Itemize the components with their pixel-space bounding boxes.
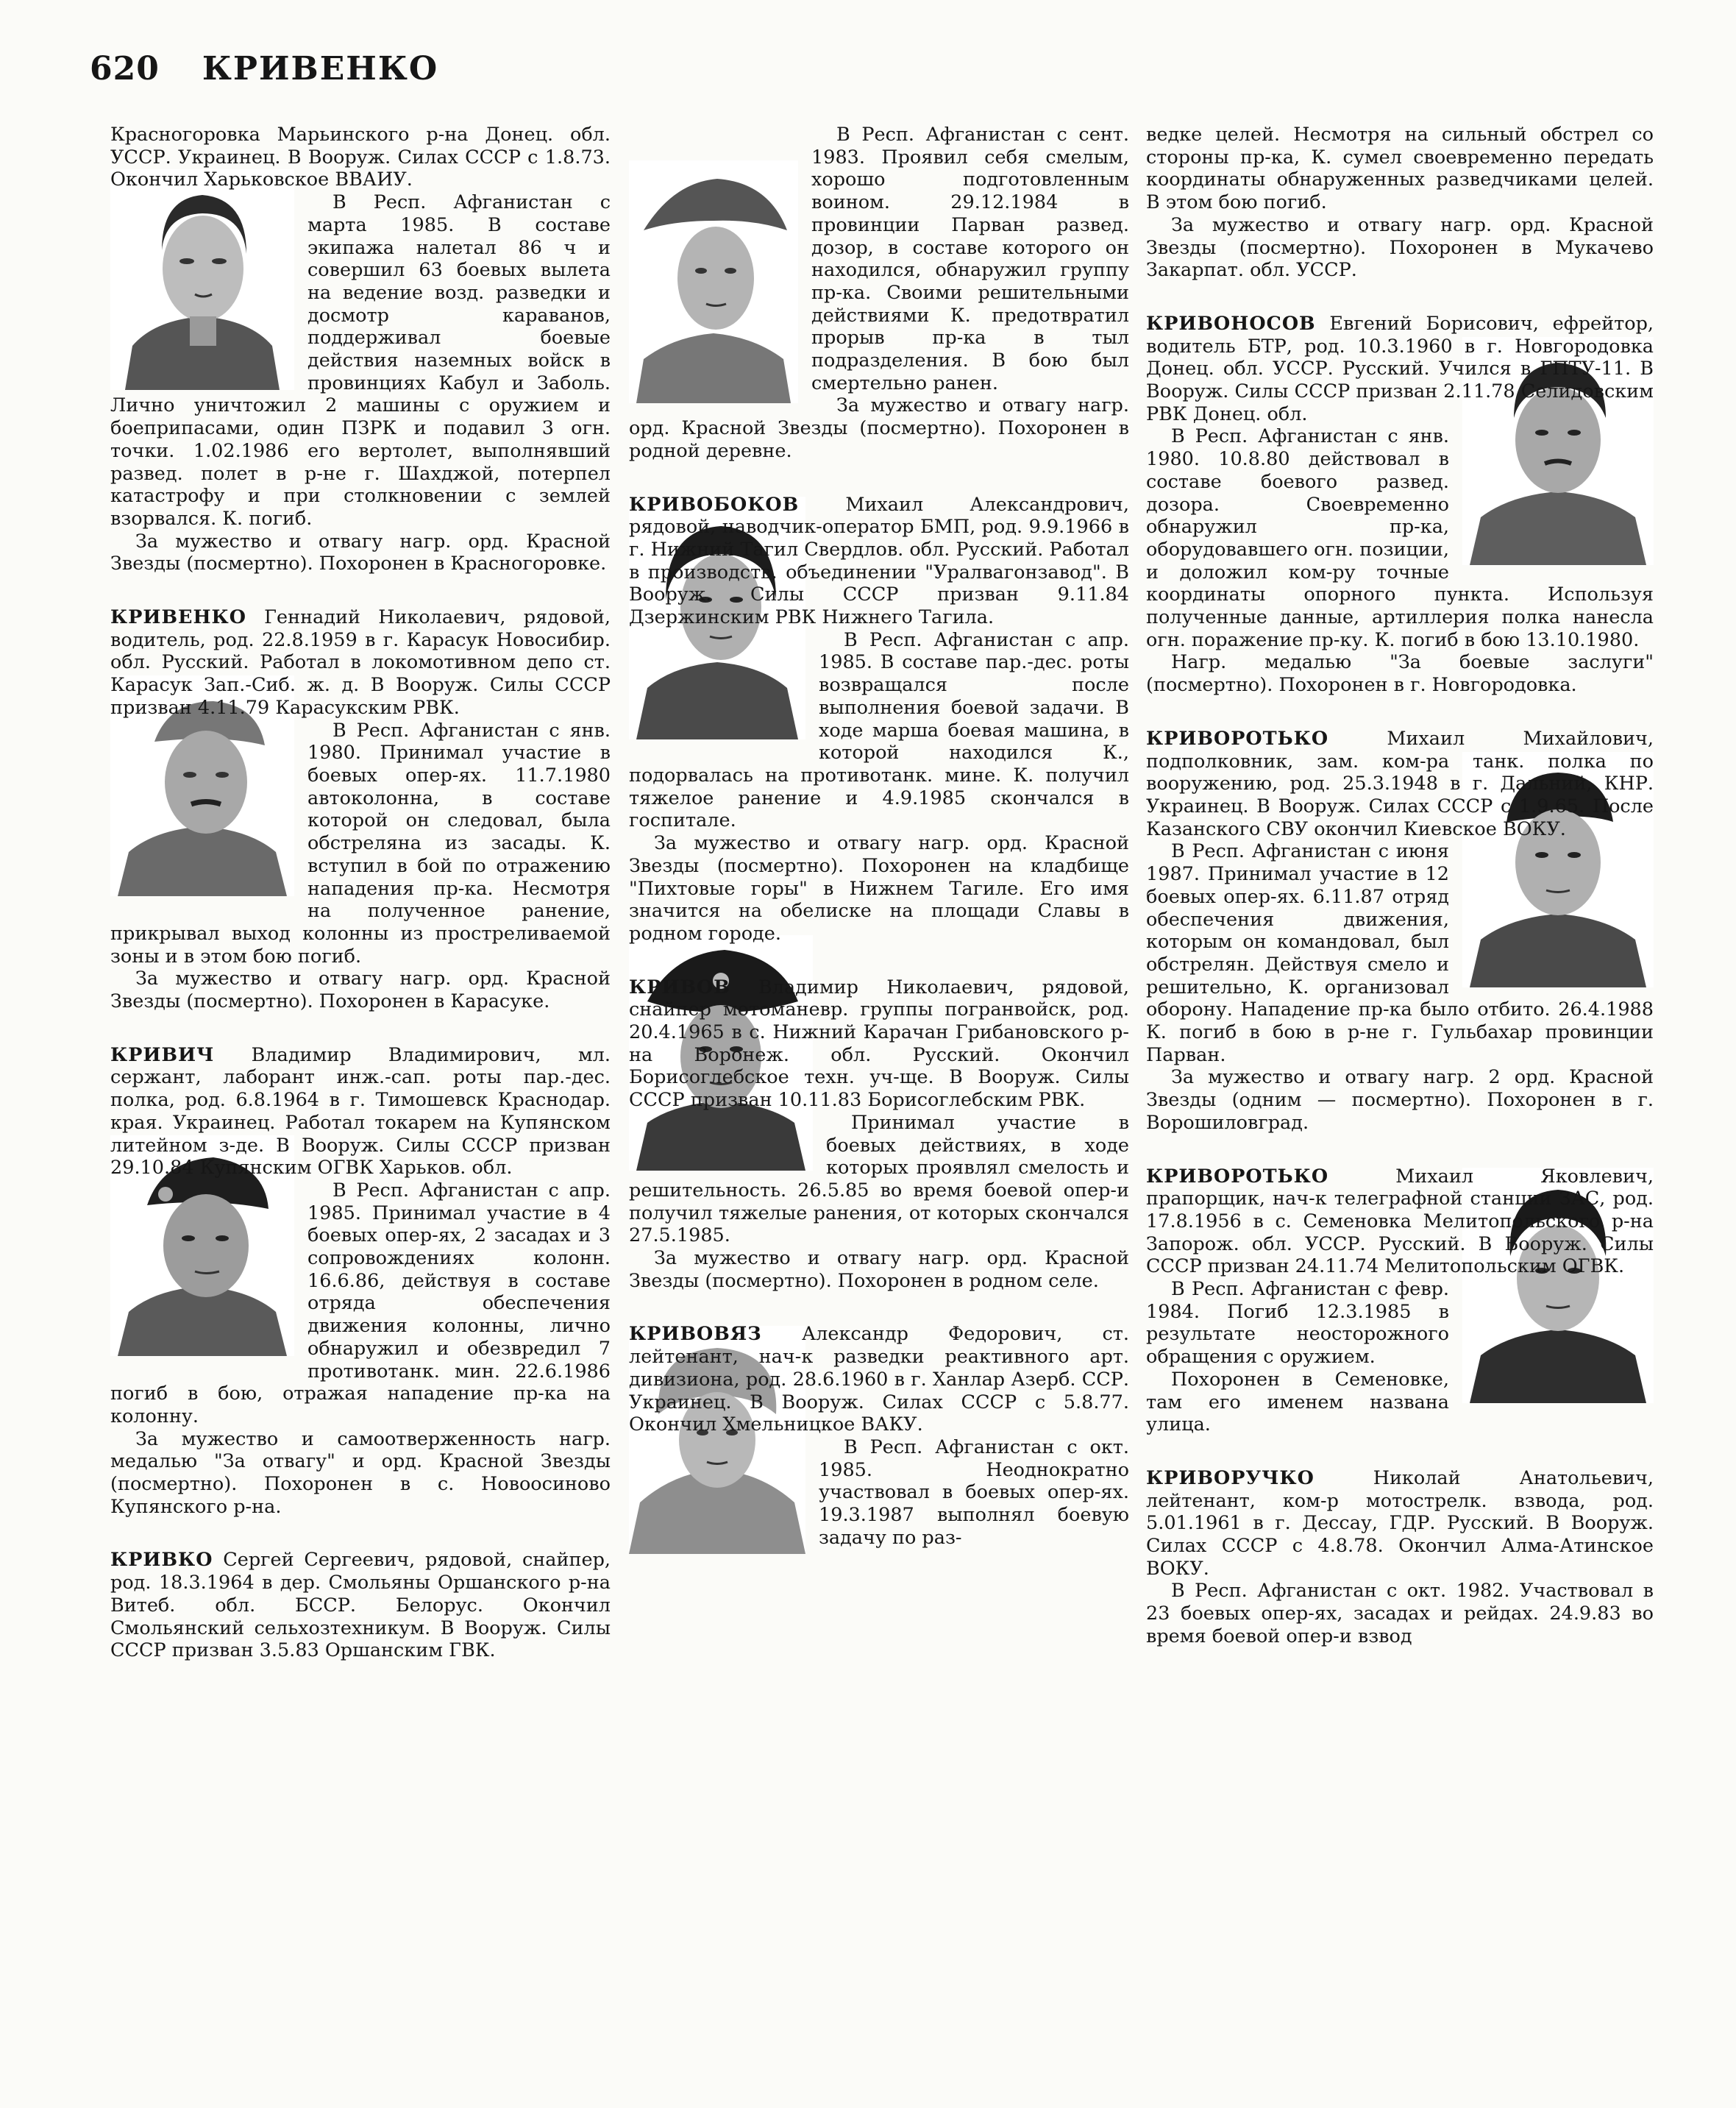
portrait-photo: [110, 169, 294, 390]
entry-krivonosov: [1146, 313, 1654, 697]
entry-paragraph: За мужество и отвагу нагр. 2 орд. Красной Звезды (одним — посмертно). Похоронен в г. Ворошиловград.: [1146, 1066, 1654, 1134]
entry-paragraph: За мужество и отвагу нагр. орд. Красной Звезды (посмертно). Похоронен в Мукачево Закарпат. обл. УССР.: [1146, 213, 1654, 282]
entry-paragraph: За мужество и самоотверженность нагр. медалью "За отвагу" и орд. Красной Звезды (посмертно). Похоронен в с. Новоосиново Купянского р-на.: [110, 1427, 611, 1518]
entry-continuation-1: [110, 124, 611, 575]
entry-paragraph: За мужество и отвагу нагр. орд. Красной Звезды (посмертно). Похоронен на кладбище "Пихтовые горы" в Нижнем Тагиле. Его имя значится на обелиске на площади Славы в родном городе.: [629, 832, 1129, 945]
entry-text: КРИВОНОСОВ Евгений Борисович, ефрейтор, водитель БТР, род. 10.3.1960 в г. Новгородовка Донец. обл. УССР. Русский. Учился в ГПТУ-11. В Вооруж. Силы СССР призван 2.11.78 Селидовским РВК Донец. обл.: [1146, 312, 1654, 425]
entry-continuation-3: [1146, 124, 1654, 282]
entry-surname: КРИВОРУЧКО: [1146, 1466, 1315, 1489]
entry-text: КРИВИЧ Владимир Владимирович, мл. сержант, лаборант инж.-сап. роты пар.-дес. полка, род. 6.8.1964 в г. Тимошевск Краснодар. края. Украинец. Работал токарем на Купянском литейном з-де. В Вооруж. Силы СССР призван 29.10.84 Купянским ОГВК Харьков. обл.: [110, 1043, 611, 1179]
entry-paragraph: За мужество и отвагу нагр. орд. Красной Звезды (посмертно). Похоронен в родном селе.: [629, 1247, 1129, 1292]
entry-paragraph: Принимал участие в боевых действиях, в ходе которых проявлял смелость и решительность. 26.5.85 во время боевой опер-и получил тяжелые ранения, от которых скончался 27.5.1985.: [629, 1111, 1129, 1247]
entry-krivko: [110, 1549, 611, 1662]
page-number: 620: [90, 50, 160, 88]
entry-surname: КРИВКО: [110, 1549, 213, 1572]
column-2: [629, 124, 1129, 2081]
entry-continuation-2: [629, 124, 1129, 463]
entry-surname: КРИВИЧ: [110, 1043, 215, 1066]
entry-paragraph: В Респ. Афганистан с сент. 1983. Проявил себя смелым, хорошо подготовленным воином. 29.12.1984 в провинции Парван развед. дозор, в составе которого он находился, обнаружил группу пр-ка. Своими решительными действиями К. предотвратил прорыв пр-ка в тыл подразделения. В бою был смертельно ранен.: [811, 124, 1129, 394]
entry-text: КРИВЕНКО Геннадий Николаевич, рядовой, водитель, род. 22.8.1959 в г. Карасук Новосибир. обл. Русский. Работал в локомотивном депо ст. Карасук Зап.-Сиб. ж. д. В Вооруж. Силы СССР призван 4.11.79 Карасукским РВК.: [110, 606, 611, 719]
portrait-photo: [629, 160, 798, 403]
entry-paragraph: В Респ. Афганистан с марта 1985. В составе экипажа налетал 86 ч и совершил 63 боевых вылета на ведение возд. разведки и досмотр караванов, поддерживал боевые действия наземных войск в провинциях Кабул и Заболь. Лично уничтожил 2 машины с оружием и боеприпасами, один ПЗРК и подавил 3 огн. точки. 1.02.1986 его вертолет, выполнявший развед. полет в р-не г. Шахджой, потерпел катастрофу и при столкновении с землей взорвался. К. погиб.: [110, 191, 611, 530]
entry-paragraph: В Респ. Афганистан с окт. 1985. Неоднократно участвовал в боевых опер-ях. 19.3.1987 выполнял боевую задачу по раз-: [819, 1436, 1129, 1549]
entry-krivorotko-2: [1146, 1165, 1654, 1436]
entry-krivov: [629, 976, 1129, 1293]
entry-text: КРИВОБОКОВ Михаил Александрович, рядовой, наводчик-оператор БМП, род. 9.9.1966 в г. Нижний Тагил Свердлов. обл. Русский. Работал в производств. объединении "Уралвагонзавод". В Вооруж. Силы СССР призван 9.11.84 Дзержинским РВК Нижнего Тагила.: [629, 493, 1129, 629]
entry-paragraph: За мужество и отвагу нагр. орд. Красной Звезды (посмертно). Похоронен в родной деревне.: [629, 394, 1129, 462]
entry-paragraph: В Респ. Афганистан с апр. 1985. Принимал участие в 4 боевых опер-ях, 2 засадах и 3 сопровождениях колонн. 16.6.86, действуя в составе отряда обеспечения движения колонны, лично обнаружил и обезвредил 7 противотанк. мин. 22.6.1986 погиб в бою, отражая нападение пр-ка на колонну.: [110, 1179, 611, 1427]
column-3: [1146, 124, 1654, 2081]
entry-text: КРИВКО Сергей Сергеевич, рядовой, снайпер, род. 18.3.1964 в дер. Смольяны Оршанского р-на Витеб. обл. БССР. Белорус. Окончил Смольянский сельхозтехникум. В Вооруж. Силы СССР призван 3.5.83 Оршанским ГВК.: [110, 1549, 611, 1662]
entry-text: КРИВОВЯЗ Александр Федорович, ст. лейтенант, нач-к разведки реактивного арт. дивизиона, род. 28.6.1960 в г. Ханлар Азерб. ССР. Украинец. В Вооруж. Силах СССР с 5.8.77. Окончил Хмельницкое ВАКУ.: [629, 1323, 1129, 1436]
page-header: [90, 50, 438, 94]
entry-paragraph: В Респ. Афганистан с февр. 1984. Погиб 12.3.1985 в результате неосторожного обращения с оружием.: [1146, 1278, 1449, 1369]
entry-surname: КРИВОБОКОВ: [629, 493, 800, 516]
entry-text: КРИВОРОТЬКО Михаил Михайлович, подполковник, зам. ком-ра танк. полка по вооружению, род. 25.3.1948 в г. Дальний, КНР. Украинец. В Вооруж. Силах СССР с 1.9.65. После Казанского СВУ окончил Киевское ВОКУ.: [1146, 727, 1654, 840]
entry-surname: КРИВОНОСОВ: [1146, 312, 1316, 335]
entry-krivobokov: [629, 494, 1129, 945]
entry-krivich: [110, 1044, 611, 1519]
entry-paragraph: За мужество и отвагу нагр. орд. Красной Звезды (посмертно). Похоронен в Карасуке.: [110, 968, 611, 1013]
entry-text: Красногоровка Марьинского р-на Донец. обл. УССР. Украинец. В Вооруж. Силах СССР с 1.8.73. Окончил Харьковское ВВАИУ.: [110, 124, 611, 191]
entry-paragraph: В Респ. Афганистан с окт. 1982. Участвовал в 23 боевых опер-ях, засадах и рейдах. 24.9.83 во время боевой опер-и взвод: [1146, 1580, 1654, 1647]
entry-paragraph: В Респ. Афганистан с янв. 1980. Принимал участие в боевых опер-ях. 11.7.1980 автоколонна, в составе которой он следовал, была обстреляна из засады. К. вступил в бой по отражению нападения пр-ка. Несмотря на полученное ранение, прикрывал выход колонны из простреливаемой зоны и в этом бою погиб.: [110, 719, 611, 968]
entry-surname: КРИВОВЯЗ: [629, 1323, 762, 1346]
portrait-photo-image: [629, 160, 798, 403]
entry-text: ведке целей. Несмотря на сильный обстрел со стороны пр-ка, К. сумел своевременно передать координаты обнаруженных разведчиками целей. В этом бою погиб.: [1146, 124, 1654, 214]
entry-krivorotko-1: [1146, 728, 1654, 1135]
entry-text: КРИВОРОТЬКО Михаил Яковлевич, прапорщик, нач-к телеграфной станции ЗАС, род. 17.8.1956 в с. Семеновка Мелитопольского р-на Запорож. обл. УССР. Русский. В Вооруж. Силы СССР призван 24.11.74 Мелитопольским ОГВК.: [1146, 1165, 1654, 1278]
entry-paragraph: Похоронен в Семеновке, там его именем названа улица.: [1146, 1368, 1449, 1436]
entry-surname: КРИВОРОТЬКО: [1146, 727, 1329, 750]
column-1: [110, 124, 611, 2081]
entry-text: КРИВОРУЧКО Николай Анатольевич, лейтенант, ком-р мотострелк. взвода, род. 5.01.1961 в г. Дессау, ГДР. Русский. В Вооруж. Силах СССР с 4.8.78. Окончил Алма-Атинское ВОКУ.: [1146, 1466, 1654, 1580]
entry-text: КРИВОВ Владимир Николаевич, рядовой, снайпер мотоманевр. группы погранвойск, род. 20.4.1965 в с. Нижний Карачан Грибановского р-на Воронеж. обл. Русский. Окончил Борисоглебское техн. уч-ще. В Вооруж. Силы СССР призван 10.11.83 Борисоглебским РВК.: [629, 976, 1129, 1112]
entry-paragraph: За мужество и отвагу нагр. орд. Красной Звезды (посмертно). Похоронен в Красногоровке.: [110, 530, 611, 575]
running-head: КРИВЕНКО: [202, 50, 439, 88]
entry-paragraph: В Респ. Афганистан с янв. 1980. 10.8.80 действовал в составе боевого развед. дозора. Своевременно обнаружил пр-ка, оборудовавшего огн. позиции, и доложил ком-ру точные координаты опорного пункта. Используя полученные данные, артиллерия полка нанесла огн. поражение пр-ку. К. погиб в бою 13.10.1980.: [1146, 425, 1654, 651]
entry-surname: КРИВЕНКО: [110, 606, 246, 629]
entry-surname: КРИВОВ: [629, 976, 730, 998]
entry-krivoruchko: [1146, 1467, 1654, 1648]
entry-krivenko: [110, 606, 611, 1013]
entry-paragraph: Нагр. медалью "За боевые заслуги" (посмертно). Похоронен в г. Новгородовка.: [1146, 651, 1654, 697]
entry-surname: КРИВОРОТЬКО: [1146, 1165, 1329, 1188]
entry-paragraph: В Респ. Афганистан с апр. 1985. В составе пар.-дес. роты возвращался после выполнения боевой задачи. В ходе марша боевая машина, в которой находился К., подорвалась на противотанк. мине. К. получил тяжелое ранение и 4.9.1985 скончался в госпитале.: [629, 628, 1129, 832]
entry-krivovyaz: [629, 1323, 1129, 1549]
entry-paragraph: В Респ. Афганистан с июня 1987. Принимал участие в 12 боевых опер-ях. 6.11.87 отряд обеспечения движения, которым он командовал, был обстрелян. Действуя смело и решительно, К. организовал оборону. Нападение пр-ка было отбито. 26.4.1988 К. погиб в бою в р-не г. Гульбахар провинции Парван.: [1146, 840, 1654, 1066]
portrait-photo-image: [110, 169, 294, 390]
